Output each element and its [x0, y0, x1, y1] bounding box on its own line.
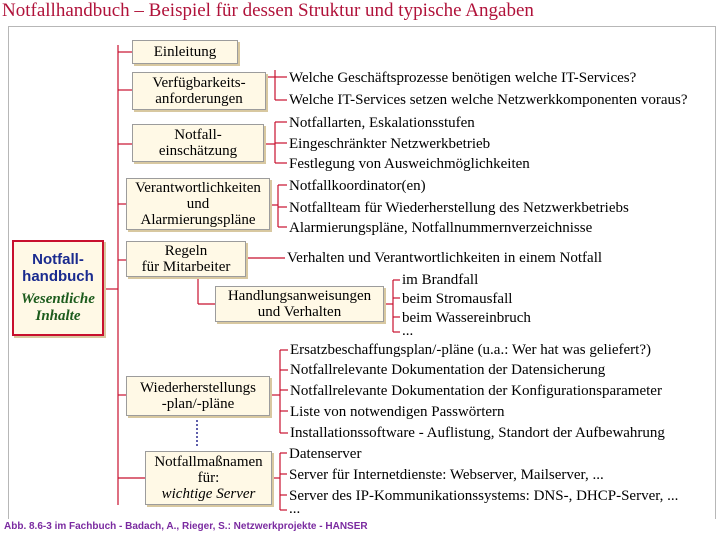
item-einschaetzung-2: Eingeschränkter Netzwerkbetrieb	[289, 136, 491, 152]
node-verfuegbarkeitsanforderungen: Verfügbarkeits- anforderungen	[132, 72, 266, 110]
item-server-3: Server des IP-Kommunikationssystems: DNS-, DHCP-Server, ...	[289, 488, 679, 504]
root-node-notfallhandbuch	[12, 240, 104, 336]
item-verantwortlich-2: Notfallteam für Wiederherstellung des Netzwerkbetriebs	[289, 200, 629, 216]
item-regeln-1: Verhalten und Verantwortlichkeiten in einem Notfall	[287, 250, 603, 266]
item-handlung-1: im Brandfall	[402, 272, 479, 288]
root-title: Notfall- handbuch	[22, 251, 94, 285]
node-notfallmassnahmen-server: Notfallmaßnamen für: wichtige Server	[145, 451, 272, 505]
item-verantwortlich-1: Notfallkoordinator(en)	[289, 178, 426, 194]
item-wiederherstellung-3: Notfallrelevante Dokumentation der Konfigurationsparameter	[290, 383, 662, 399]
item-einschaetzung-3: Festlegung von Ausweichmöglichkeiten	[289, 156, 530, 172]
item-verfuegbarkeit-1: Welche Geschäftsprozesse benötigen welche IT-Services?	[289, 70, 637, 86]
root-subtitle: Wesentliche Inhalte	[21, 291, 95, 324]
item-server-4: ...	[289, 501, 301, 517]
figure-caption: Abb. 8.6-3 im Fachbuch - Badach, A., Rieger, S.: Netzwerkprojekte - HANSER	[4, 521, 368, 532]
item-handlung-3: beim Wassereinbruch	[402, 310, 531, 326]
item-server-1: Datenserver	[289, 446, 362, 462]
item-wiederherstellung-4: Liste von notwendigen Passwörtern	[290, 404, 505, 420]
page-title: Notfallhandbuch – Beispiel für dessen Struktur und typische Angaben	[2, 0, 534, 21]
node-notfalleinschaetzung: Notfall- einschätzung	[132, 124, 264, 162]
item-einschaetzung-1: Notfallarten, Eskalationsstufen	[289, 115, 475, 131]
node-einleitung: Einleitung	[132, 40, 238, 64]
item-verantwortlich-3: Alarmierungspläne, Notfallnummernverzeichnisse	[289, 220, 593, 236]
node-handlungsanweisungen: Handlungsanweisungen und Verhalten	[215, 286, 384, 322]
node-regeln-fuer-mitarbeiter: Regeln für Mitarbeiter	[126, 241, 246, 277]
item-handlung-4: ...	[402, 323, 414, 339]
node-verantwortlichkeiten: Verantwortlichkeiten und Alarmierungspläne	[126, 178, 270, 230]
item-verfuegbarkeit-2: Welche IT-Services setzen welche Netzwerkkomponenten voraus?	[289, 92, 688, 108]
item-wiederherstellung-2: Notfallrelevante Dokumentation der Datensicherung	[290, 362, 606, 378]
item-server-2: Server für Internetdienste: Webserver, Mailserver, ...	[289, 467, 604, 483]
item-wiederherstellung-1: Ersatzbeschaffungsplan/-pläne (u.a.: Wer hat was geliefert?)	[290, 342, 651, 358]
item-handlung-2: beim Stromausfall	[402, 291, 513, 307]
node-wiederherstellungsplaene: Wiederherstellungs -plan/-pläne	[126, 376, 270, 416]
item-wiederherstellung-5: Installationssoftware - Auflistung, Standort der Aufbewahrung	[290, 425, 665, 441]
